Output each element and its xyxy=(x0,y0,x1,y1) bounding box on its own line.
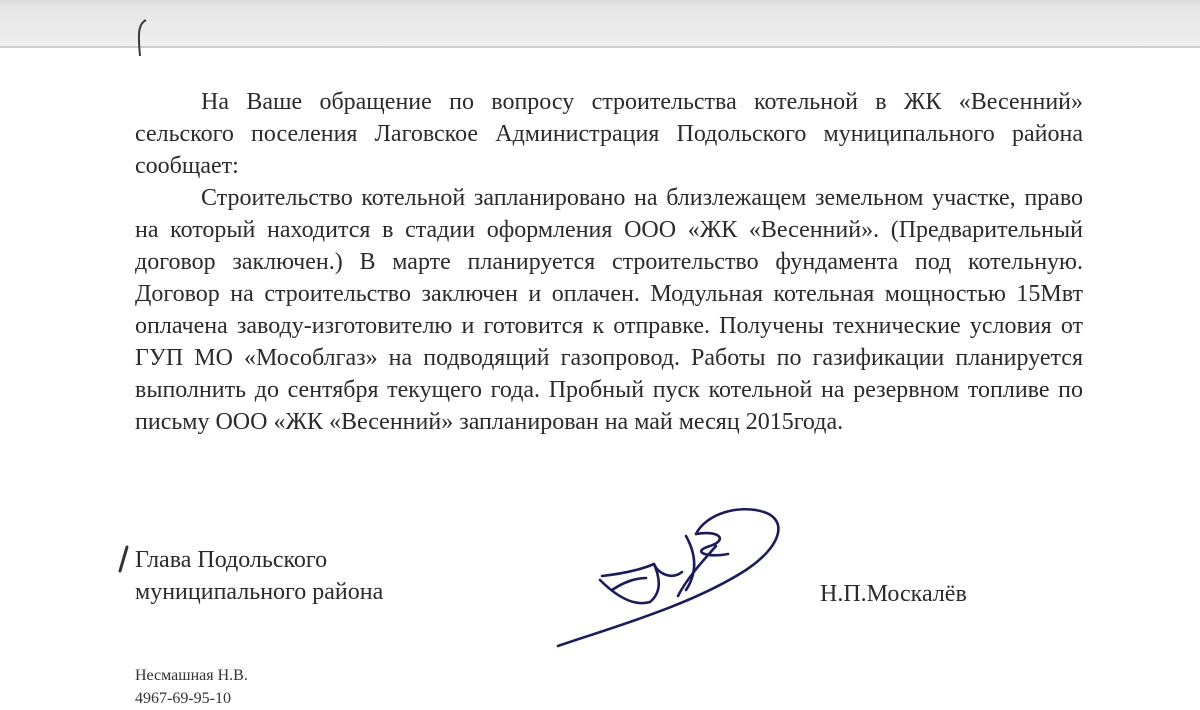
signatory-name: Н.П.Москалёв xyxy=(820,581,967,607)
executor-name: Несмашная Н.В. xyxy=(135,667,248,684)
handwritten-mark xyxy=(116,545,130,573)
scan-mark xyxy=(130,18,150,58)
executor-footer xyxy=(135,664,248,710)
executor-phone: 4967-69-95-10 xyxy=(135,690,231,707)
signatory-title-line2: муниципального района xyxy=(135,579,384,605)
signatory-title xyxy=(135,544,383,608)
signatory-title-line1: Глава Подольского xyxy=(135,547,328,573)
scan-top-edge xyxy=(0,0,1200,46)
handwritten-signature xyxy=(550,500,790,660)
letter-paragraph-intro: На Ваше обращение по вопросу строительства котельной в ЖК «Весенний» сельского поселения Лаговское Администрация Подольского муниципального района сообщает: xyxy=(135,89,1083,179)
scan-edge-line xyxy=(0,46,1200,48)
letter-paragraph-main: Строительство котельной запланировано на близлежащем земельном участке, право на который находится в стадии оформления ООО «ЖК «Весенний». (Предварительный договор заключен.) В марте планируется строительство фундамента под котельную. Договор на строительство заключен и оплачен. Модульная котельная мощностью 15Мвт оплачена заводу-изготовителю и готовится к отправке. Получены технические условия от ГУП МО «Мособлгаз» на подводящий газопровод. Работы по газификации планируется выполнить до сентября текущего года. Пробный пуск котельной на резервном топливе по письму ООО «ЖК «Весенний» запланирован на май месяц 2015года. xyxy=(135,185,1083,435)
letter-body xyxy=(135,86,1083,438)
